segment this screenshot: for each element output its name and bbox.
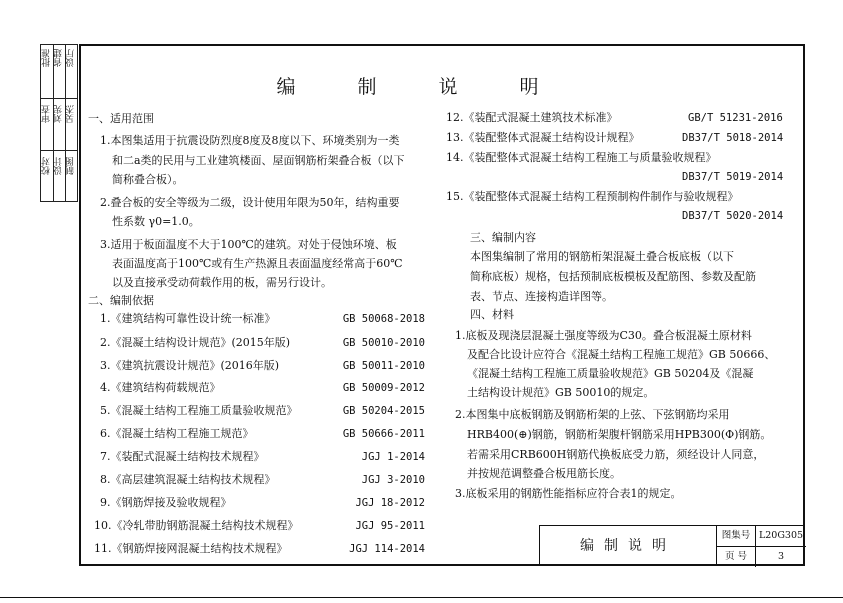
scope-item-1-line-2: 和二a类的民用与工业建筑楼面、屋面钢筋桁架叠合板（以下 — [112, 154, 405, 167]
scope-item-1-line-3: 简称叠合板）。 — [112, 173, 184, 186]
page-number-label: 页 号 — [717, 547, 756, 567]
reference-code: JGJ 114-2014 — [349, 543, 425, 555]
reference-title: 6.《混凝土结构工程施工规范》 — [100, 427, 254, 440]
review-line-1: 刘宪 — [54, 105, 64, 123]
reference-code: JGJ 1-2014 — [361, 451, 425, 463]
reference-title: 3.《建筑抗震设计规范》(2016年版) — [100, 359, 280, 372]
reference-code: GB 50666-2011 — [342, 428, 425, 440]
reference-title: 11.《钢筋焊接网混凝土结构技术规程》 — [94, 542, 288, 555]
reference-code: JGJ 95-2011 — [355, 520, 425, 532]
approval-strip — [40, 44, 78, 202]
materials-item-2: 2.本图集中底板钢筋及钢筋桁架的上弦、下弦钢筋均采用 — [455, 408, 730, 421]
approve-line-1: 省建 — [54, 49, 64, 67]
approve-label: 批准 — [42, 49, 52, 67]
reference-title: 5.《混凝土结构工程施工质量验收规范》 — [100, 404, 298, 417]
reference-code: GB 50068-2018 — [342, 313, 425, 325]
reference-code: JGJ 3-2010 — [361, 474, 425, 486]
section-heading-scope: 一、适用范围 — [88, 112, 154, 125]
materials-item-3: 3.底板采用的钢筋性能指标应符合表1的规定。 — [455, 487, 682, 500]
materials-item-2-line-2: HRB400(⊕)钢筋，钢筋桁架腹杆钢筋采用HPB300(Φ)钢筋。 — [467, 428, 772, 441]
atlas-number-value: L20G305 — [758, 530, 804, 541]
page-number-value: 3 — [777, 551, 785, 562]
approve-line-2: 设厅 — [66, 49, 76, 67]
ref-15-title: 15.《装配整体式混凝土结构工程预制构件制作与验收规程》 — [446, 190, 739, 203]
reference-code: GB 50009-2012 — [342, 382, 425, 394]
reference-title: 10.《冷轧带肋钢筋混凝土结构技术规程》 — [94, 519, 299, 532]
ref-13-code: DB37/T 5018-2014 — [682, 132, 784, 144]
ref-12-title: 12.《装配式混凝土建筑技术标准》 — [446, 111, 618, 124]
ref-15-code: DB37/T 5020-2014 — [682, 210, 784, 222]
materials-item-2-line-4: 并按规范调整叠合板甩筋长度。 — [467, 467, 621, 480]
ref-12-code: GB/T 51231-2016 — [688, 112, 783, 124]
reference-code: GB 50011-2010 — [342, 360, 425, 372]
page-bottom-rule — [0, 597, 843, 598]
content-line-1: 本图集编制了常用的钢筋桁架混凝土叠合板底板（以下 — [470, 250, 734, 263]
scope-item-2-line-2: 性系数 γ0=1.0。 — [112, 215, 200, 228]
reference-code: GB 50204-2015 — [342, 405, 425, 417]
drafting-label: 制图 — [66, 157, 76, 175]
scope-item-2: 2.叠合板的安全等级为二级，设计使用年限为50年，结构重要 — [100, 196, 400, 209]
scope-item-3-line-2: 表面温度高于100℃或有生产热源且表面温度经常高于60℃ — [112, 257, 403, 270]
scope-item-3: 3.适用于板面温度不大于100℃的建筑。对处于侵蚀环境、板 — [100, 238, 397, 251]
section-heading-materials: 四、材料 — [470, 308, 514, 321]
ref-14-code: DB37/T 5019-2014 — [682, 171, 784, 183]
materials-item-1: 1.底板及现浇层混凝土强度等级为C30。叠合板混凝土原材料 — [455, 329, 752, 342]
ref-13-title: 13.《装配整体式混凝土结构设计规程》 — [446, 131, 640, 144]
content-line-2: 简称底板）规格，包括预制底板模板及配筋图、参数及配筋 — [470, 270, 756, 283]
review-line-2: 吴杰 — [66, 105, 76, 123]
materials-item-1-line-3: 《混凝土结构工程施工质量验收规范》GB 50204及《混凝 — [467, 367, 754, 380]
materials-item-2-line-3: 若需采用CRB600H钢筋代换板底受力筋，须经设计人同意， — [467, 448, 765, 461]
materials-item-1-line-4: 土结构设计规范》GB 50010的规定。 — [467, 386, 655, 399]
title-block — [539, 525, 805, 566]
reference-code: GB 50010-2010 — [342, 337, 425, 349]
materials-item-1-line-2: 及配合比设计应符合《混凝土结构工程施工规范》GB 50666、 — [467, 348, 776, 361]
reference-title: 2.《混凝土结构设计规范》(2015年版) — [100, 336, 291, 349]
design-label: 设计 — [54, 157, 64, 175]
reference-title: 7.《装配式混凝土结构技术规程》 — [100, 450, 265, 463]
reference-title: 4.《建筑结构荷载规范》 — [100, 381, 221, 394]
review-label: 审查 — [42, 105, 52, 123]
reference-title: 9.《钢筋焊接及验收规程》 — [100, 496, 232, 509]
proofread-label: 校对 — [42, 157, 52, 175]
section-heading-content: 三、编制内容 — [470, 231, 536, 244]
atlas-number-label: 图集号 — [717, 526, 756, 546]
content-line-3: 表、节点、连接构造详图等。 — [470, 290, 613, 303]
title-block-name: 编制说明 — [540, 526, 717, 566]
scope-item-1: 1.本图集适用于抗震设防烈度8度及8度以下、环境类别为一类 — [100, 134, 400, 147]
page-title: 编 制 说 明 — [276, 76, 567, 98]
reference-title: 1.《建筑结构可靠性设计统一标准》 — [100, 312, 276, 325]
ref-14-title: 14.《装配整体式混凝土结构工程施工与质量验收规程》 — [446, 151, 717, 164]
scope-item-3-line-3: 以及直接承受动荷载作用的板，需另行设计。 — [112, 276, 332, 289]
section-heading-basis: 二、编制依据 — [88, 294, 154, 307]
reference-code: JGJ 18-2012 — [355, 497, 425, 509]
reference-title: 8.《高层建筑混凝土结构技术规程》 — [100, 473, 276, 486]
